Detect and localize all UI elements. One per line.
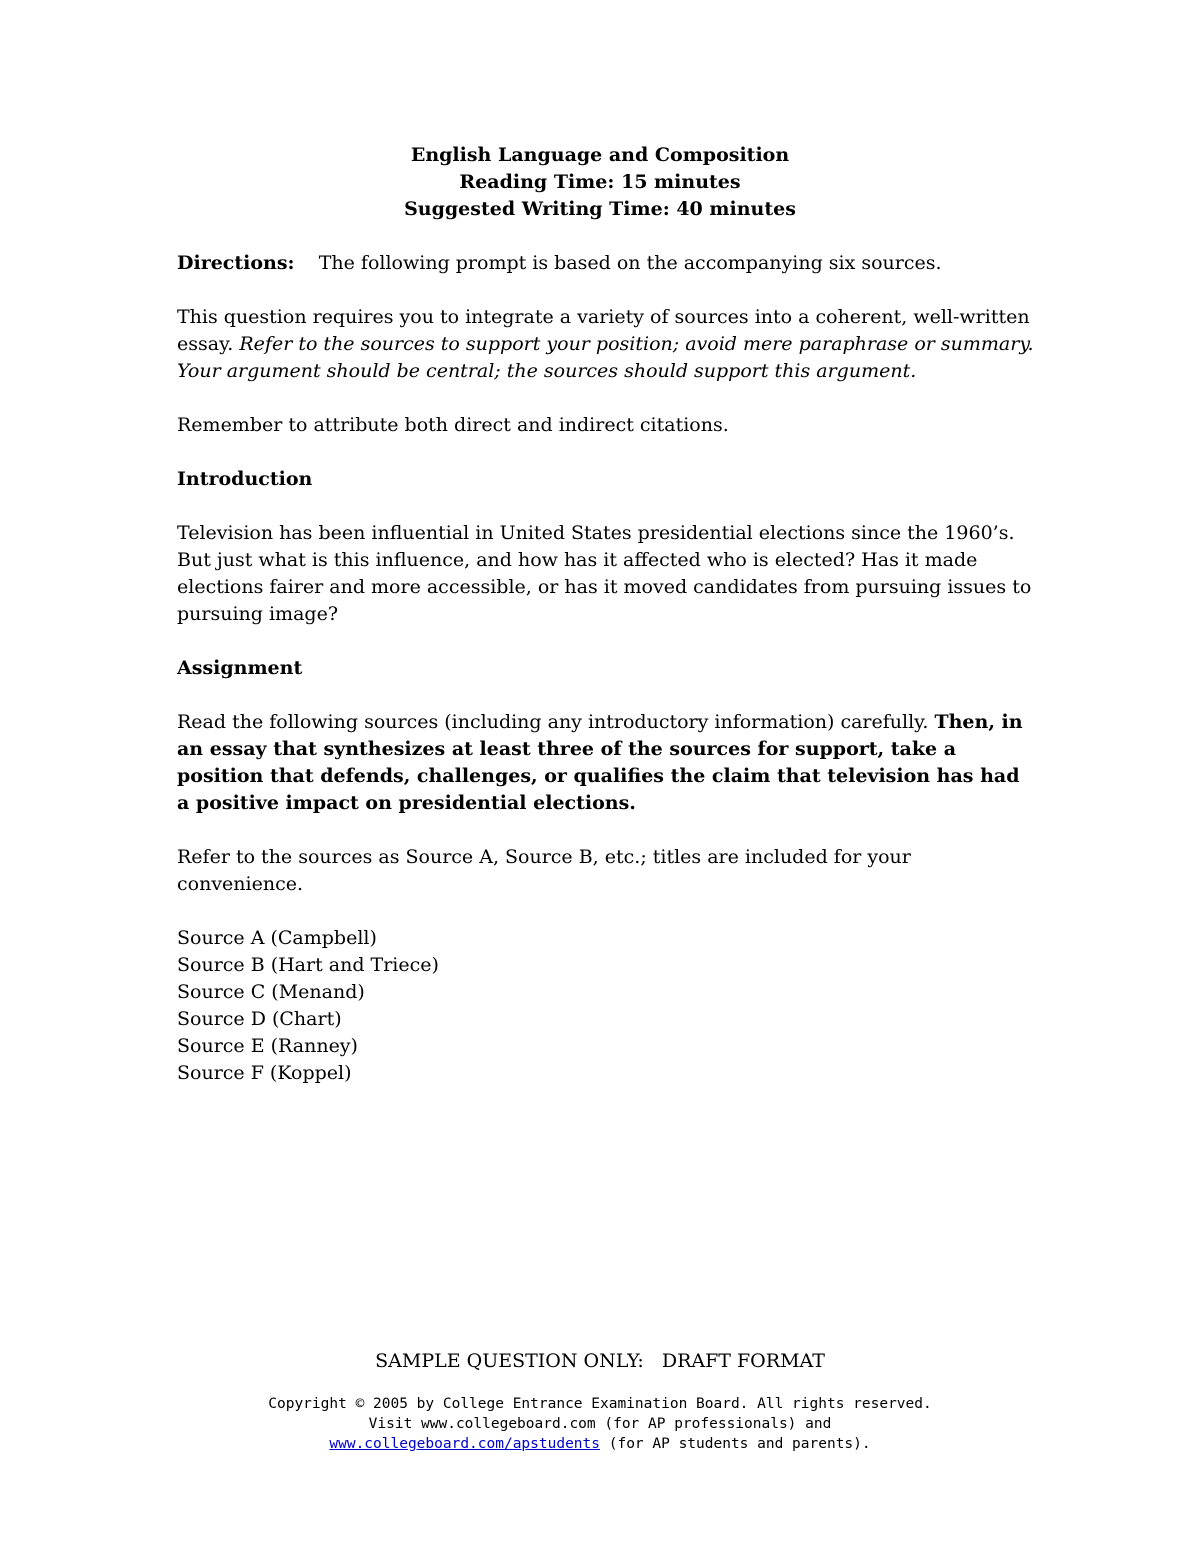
- requirement-paragraph: [177, 304, 1037, 385]
- attribute-note: Remember to attribute both direct and indirect citations.: [177, 414, 729, 436]
- sample-note: SAMPLE QUESTION ONLY: DRAFT FORMAT: [375, 1350, 825, 1372]
- list-item: Source E (Ranney): [177, 1035, 358, 1057]
- exam-title: English Language and Composition: [410, 144, 790, 166]
- refer-note: Refer to the sources as Source A, Source B, etc.; titles are included for your convenience.: [177, 846, 911, 895]
- copyright-line: Copyright © 2005 by College Entrance Examination Board. All rights reserved.: [268, 1396, 932, 1412]
- assignment-paragraph: [177, 709, 1037, 817]
- requirement-italic-text: Refer to the sources to support your position; avoid mere paraphrase or summary. Your argument should be central; the sources should support this argument.: [177, 333, 1034, 382]
- assignment-heading: Assignment: [177, 657, 303, 679]
- requirement-text: This question requires you to integrate a variety of sources into a coherent, well-written essay.: [177, 306, 1030, 355]
- visit-line: Visit www.collegeboard.com (for AP professionals) and: [368, 1416, 832, 1432]
- apstudents-link[interactable]: www.collegeboard.com/apstudents: [329, 1436, 600, 1452]
- reading-time: Reading Time: 15 minutes: [459, 171, 741, 193]
- assignment-bold-text: Then, in an essay that synthesizes at least three of the sources for support, take a position that defends, challenges, or qualifies the claim that television has had a positive impact on presidential elections.: [177, 711, 1023, 814]
- assignment-text: Read the following sources (including any introductory information) carefully.: [177, 711, 935, 733]
- apstudents-line: [0, 1434, 1200, 1454]
- writing-time: Suggested Writing Time: 40 minutes: [404, 198, 796, 220]
- source-list: [177, 925, 1037, 1087]
- list-item: Source A (Campbell): [177, 927, 377, 949]
- directions-label: Directions:: [177, 252, 295, 274]
- list-item: Source C (Menand): [177, 981, 365, 1003]
- list-item: Source F (Koppel): [177, 1062, 352, 1084]
- copyright-footer: [0, 1394, 1200, 1454]
- apstudents-line-rest: (for AP students and parents).: [600, 1436, 871, 1452]
- directions-paragraph: [177, 250, 1037, 277]
- document-header: [0, 142, 1200, 223]
- list-item: Source B (Hart and Triece): [177, 954, 439, 976]
- document-body: [177, 250, 1037, 1087]
- introduction-text: Television has been influential in United States presidential elections since the 1960’s. But just what is this influence, and how has it affected who is elected? Has it made elections fairer and more accessible, or has it moved candidates from pursuing issues to pursuing image?: [177, 522, 1032, 625]
- introduction-heading: Introduction: [177, 468, 313, 490]
- list-item: Source D (Chart): [177, 1008, 342, 1030]
- directions-text: The following prompt is based on the accompanying six sources.: [318, 252, 942, 274]
